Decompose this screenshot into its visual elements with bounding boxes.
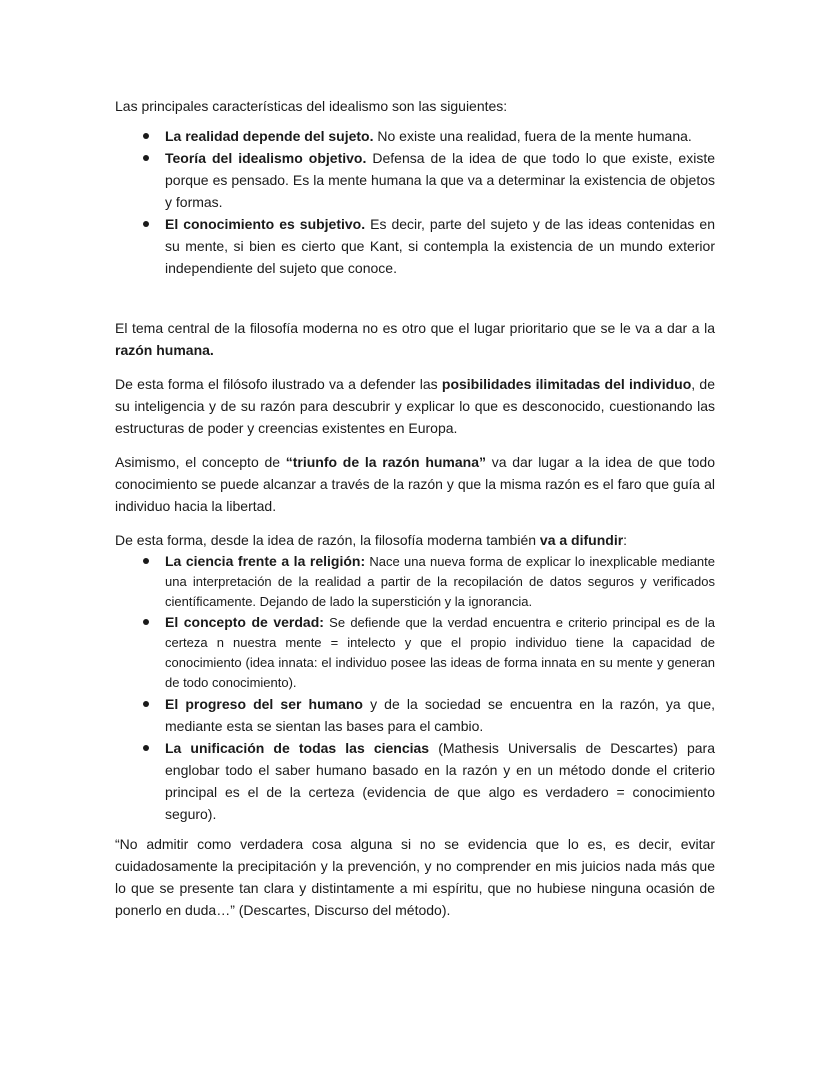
bullet-icon xyxy=(143,745,149,751)
list-item-title: Teoría del idealismo objetivo. xyxy=(165,150,367,166)
paragraph-text: De esta forma, desde la idea de razón, la filosofía moderna también xyxy=(115,532,540,548)
bullet-icon xyxy=(143,133,149,139)
bullet-icon xyxy=(143,619,149,625)
paragraph-emphasis: “triunfo de la razón humana” xyxy=(285,454,486,470)
list-item-text: Es decir, parte del sujeto y de las ideas contenidas en su mente, si bien es cierto que Kant, si contempla la existencia de un mundo exterior independiente del sujeto que conoce. xyxy=(165,216,715,276)
bullet-icon xyxy=(143,221,149,227)
list-item-title: El progreso del ser humano xyxy=(165,696,363,712)
list-item-title: La ciencia frente a la religión: xyxy=(165,553,366,569)
list-item-text: (Mathesis Universalis de Descartes) para englobar todo el saber humano basado en la razón y en un método donde el criterio principal es el de la certeza (evidencia de que algo es verdadero = conocimiento seguro). xyxy=(165,740,715,822)
list-item xyxy=(165,147,715,213)
list-item-title: La realidad depende del sujeto. xyxy=(165,128,374,144)
list-item-text: y de la sociedad se encuentra en la razón, ya que, mediante esta se sientan las bases para el cambio. xyxy=(165,696,716,734)
descartes-quote: “No admitir como verdadera cosa alguna si no se evidencia que lo es, es decir, evitar cuidadosamente la precipitación y la prevención, y no comprender en mis juicios nada más que lo que se presente tan clara y distintamente a mi espíritu, que no hubiese ninguna ocasión de ponerlo en duda…” (Descartes, Discurso del método). xyxy=(115,836,715,918)
paragraph-text: De esta forma el filósofo ilustrado va a defender las xyxy=(115,376,442,392)
list-item xyxy=(165,737,715,825)
paragraph-text: , de su inteligencia y de su razón para descubrir y explicar lo que es desconocido, cuestionando las estructuras de poder y creencias existentes en Europa. xyxy=(115,376,715,436)
list-item-title: El concepto de verdad: xyxy=(165,614,324,630)
paragraph-text: : xyxy=(623,532,628,548)
bullet-icon xyxy=(143,558,149,564)
list-item-text: Defensa de la idea de que todo lo que existe, existe porque es pensado. Es la mente humana la que va a determinar la existencia de objetos y formas. xyxy=(165,150,715,210)
paragraph-diffusion xyxy=(115,529,715,551)
list-item-text: No existe una realidad, fuera de la mente humana. xyxy=(373,128,692,144)
paragraph-text: Asimismo, el concepto de xyxy=(115,454,286,470)
paragraph-text: va dar lugar a la idea de que todo conocimiento se puede alcanzar a través de la razón y que la misma razón es el faro que guía al individuo hacia la libertad. xyxy=(115,454,715,514)
paragraph-individual-possibilities xyxy=(115,373,715,439)
paragraph-central-theme xyxy=(115,317,715,361)
bullet-icon xyxy=(143,701,149,707)
paragraph-triumph-of-reason xyxy=(115,451,715,517)
list-item-title: La unificación de todas las ciencias xyxy=(165,740,430,756)
list-item-text: Se defiende que la verdad encuentra e criterio principal es de la certeza n nuestra mente = intelecto y que el propio individuo tiene la capacidad de conocimiento (idea innata: el individuo posee las ideas de forma innata en su mente y generan de todo conocimiento). xyxy=(165,615,715,690)
list-item xyxy=(165,213,715,279)
list-item xyxy=(165,612,715,693)
list-item-text: Nace una nueva forma de explicar lo inexplicable mediante una interpretación de la realidad a partir de la recopilación de datos seguros y verificados científicamente. Dejando de lado la superstición y la ignorancia. xyxy=(165,554,716,609)
modern-philosophy-list xyxy=(115,551,715,825)
paragraph-text: El tema central de la filosofía moderna no es otro que el lugar prioritario que se le va a dar a la xyxy=(115,320,715,336)
idealism-characteristics-list xyxy=(115,125,715,279)
intro-paragraph: Las principales características del idealismo son las siguientes: xyxy=(115,98,508,114)
paragraph-emphasis: posibilidades ilimitadas del individuo xyxy=(441,376,692,392)
list-item xyxy=(165,693,715,737)
list-item-title: El conocimiento es subjetivo. xyxy=(165,216,366,232)
paragraph-emphasis: razón humana. xyxy=(115,342,214,358)
list-item xyxy=(165,125,715,147)
paragraph-emphasis: va a difundir xyxy=(539,532,624,548)
bullet-icon xyxy=(143,155,149,161)
list-item xyxy=(165,551,715,612)
